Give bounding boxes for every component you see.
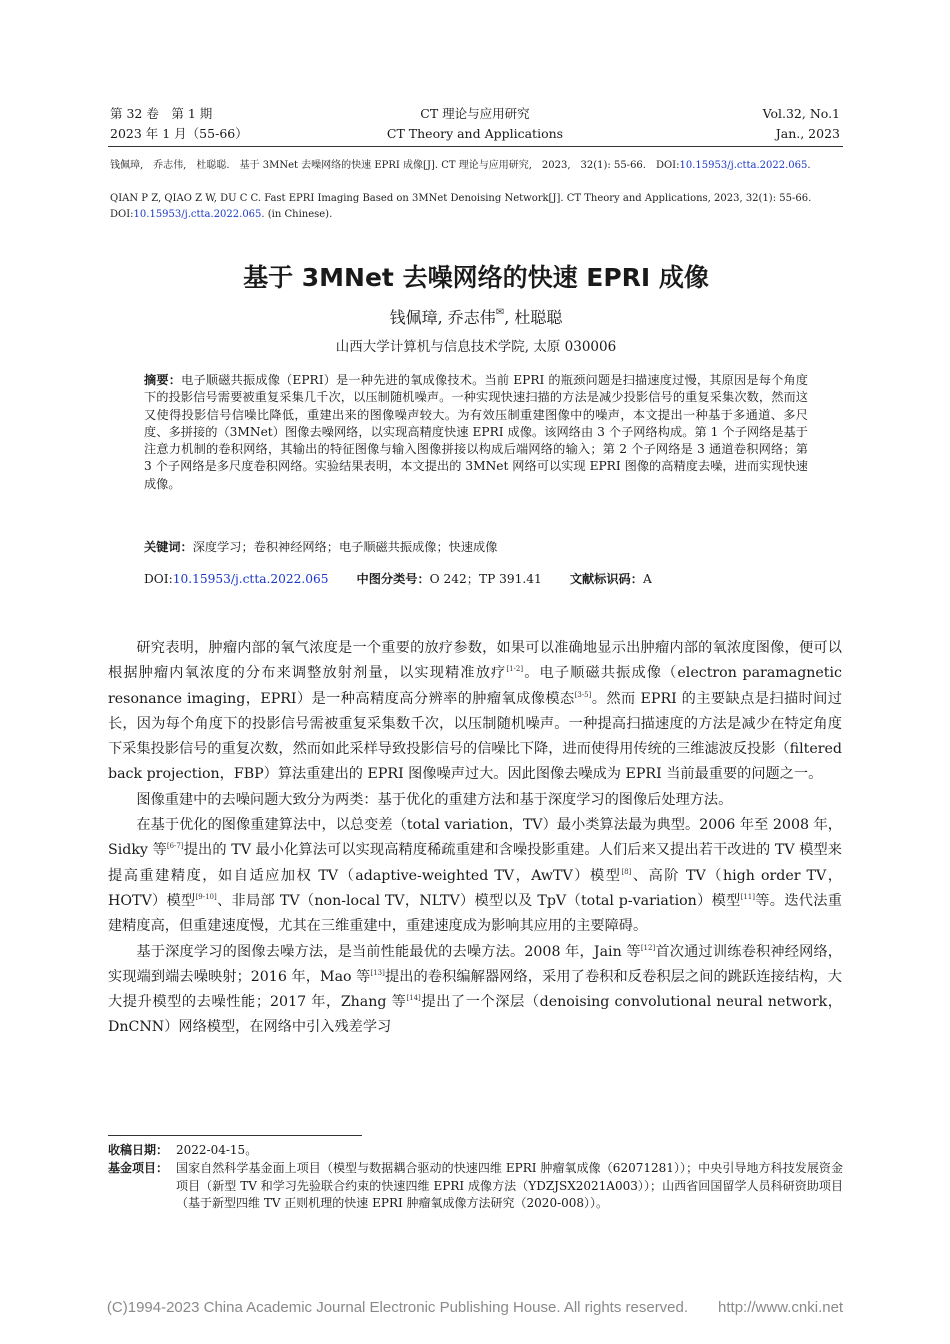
reference-marker[interactable]: [1-2] — [506, 665, 524, 674]
doi-link[interactable]: 10.15953/j.ctta.2022.065 — [172, 572, 329, 586]
affiliation: 山西大学计算机与信息技术学院, 太原 030006 — [335, 339, 617, 355]
paragraph: 图像重建中的去噪问题大致分为两类：基于优化的重建方法和基于深度学习的图像后处理方法。 — [136, 791, 733, 808]
doc-code-value: A — [642, 572, 652, 586]
reference-marker[interactable]: [13] — [370, 968, 385, 977]
abstract-text: 电子顺磁共振成像（EPRI）是一种先进的氧成像技术。当前 EPRI 的瓶颈问题是扫描速度过慢，其原因是每个角度下的投影信号需要被重复采集几千次，以压制随机噪声。一种实现快速扫描的方法是减少投影信号的重复采集次数，然而这又使得投影信号信噪比降低，重建出来的图像噪声较大。为有效压制重建图像中的噪声，本文提出一种基于多通道、多尺度、多拼接的（3MNet）图像去噪网络，以实现高精度快速 EPRI 成像。该网络由 3 个子网络构成。第 1 个子网络是基于注意力机制的卷积网络，其输出的特征图像与输入图像拼接以构成后端网络的输入；第 2 个子网络是 3 通道卷积网络；第 3 个子网络是多尺度卷积网络。实验结果表明，本文提出的 3MNet 网络可以实现 EPRI 图像的高精度去噪，进而实现快速成像。 — [144, 373, 808, 491]
footnotes — [108, 1142, 843, 1213]
keywords — [144, 538, 808, 556]
date-pages: 2023 年 1 月（55-66） — [110, 126, 248, 141]
keywords-text: 深度学习；卷积神经网络；电子顺磁共振成像；快速成像 — [192, 540, 498, 554]
reference-marker[interactable]: [8] — [621, 867, 632, 876]
article-meta: DOI:10.15953/j.ctta.2022.065 中图分类号：O 242；TP 391.41 文献标识码：A — [144, 572, 652, 586]
date-en: Jan., 2023 — [775, 126, 840, 141]
running-header-center — [300, 104, 650, 144]
journal-name-cn: CT 理论与应用研究 — [420, 106, 530, 121]
reference-marker[interactable]: [3-5] — [574, 690, 592, 699]
abstract — [144, 372, 808, 493]
citation-cn-doi-link[interactable]: 10.15953/j.ctta.2022.065 — [679, 160, 808, 171]
clc-label: 中图分类号： — [356, 572, 430, 586]
corresponding-author-mail-icon: ✉ — [495, 307, 505, 318]
citation-en-doi-link[interactable]: 10.15953/j.ctta.2022.065 — [133, 209, 262, 220]
reference-marker[interactable]: [14] — [406, 994, 421, 1003]
paper-title: 基于 3MNet 去噪网络的快速 EPRI 成像 — [243, 263, 709, 292]
paragraph: 研究表明，肿瘤内部的氧气浓度是一个重要的放疗参数，如果可以准确地显示出肿瘤内部的氧浓度图像，便可以根据肿瘤内氧浓度的分布来调整放射剂量，以实现精准放疗[1-2]。电子顺磁共振成像（electron paramagnetic resonance imaging，EPRI）是一种高精度高分辨率的肿瘤氧成像模态[3-5]。然而 EPRI 的主要缺点是扫描时间过长，因为每个角度下的投影信号需被重复采集数千次，以压制随机噪声。一种提高扫描速度的方法是减少在特定角度下采集投影信号的重复次数，然而如此采样导致投影信号的信噪比下降，进而使得用传统的三维滤波反投影（filtered back projection，FBP）算法重建出的 EPRI 图像噪声过大。因此图像去噪成为 EPRI 当前最重要的问题之一。 — [108, 640, 842, 783]
citation-cn: 钱佩璋, 乔志伟, 杜聪聪. 基于 3MNet 去噪网络的快速 EPRI 成像[J]. CT 理论与应用研究, 2023, 32(1): 55-66. DOI:10.15953/j.ctta.2022.065. — [110, 160, 811, 171]
received-date: 收稿日期： 2022-04-15。 — [108, 1143, 258, 1157]
paragraph: 在基于优化的图像重建算法中，以总变差（total variation，TV）最小类算法最为典型。2006 年至 2008 年，Sidky 等[6-7]提出的 TV 最小化算法可以实现高精度稀疏重建和含噪投影重建。人们后来又提出若干改进的 TV 模型来提高重建精度，如自适应加权 TV（adaptive-weighted TV，AwTV）模型[8]、高阶 TV（high order TV，HOTV）模型[9-10]、非局部 TV（non-local TV，NLTV）模型以及 TpV（total p-variation）模型[11]等。迭代法重建精度高，但重建速度慢，尤其在三维重建中，重建速度成为影响其应用的主要障碍。 — [108, 817, 842, 935]
paragraph: 基于深度学习的图像去噪方法，是当前性能最优的去噪方法。2008 年，Jain 等[12]首次通过训练卷积神经网络，实现端到端去噪映射；2016 年，Mao 等[13]提出的卷积编解器网络，采用了卷积和反卷积层之间的跳跃连接结构，大大提升模型的去噪性能；2017 年，Zhang 等[14]提出了一个深层（denoising convolutional neural network，DnCNN）网络模型，在网络中引入残差学习 — [108, 943, 842, 1036]
running-header-right — [763, 104, 840, 144]
header-rule — [108, 146, 843, 147]
footnote-rule — [108, 1135, 362, 1136]
reference-marker[interactable]: [11] — [740, 892, 755, 901]
reference-marker[interactable]: [9-10] — [195, 892, 217, 901]
running-header-left — [110, 104, 248, 144]
author-list: 钱佩璋, 乔志伟✉, 杜聪聪 — [389, 307, 563, 327]
citation-en: QIAN P Z, QIAO Z W, DU C C. Fast EPRI Imaging Based on 3MNet Denoising Network[J]. CT Theory and Applications, 2023, 32(1): 55-66. DOI:10.15953/j.ctta.2022.065. (in Chinese). — [110, 193, 812, 220]
keywords-label: 关键词： — [144, 540, 193, 554]
abstract-label: 摘要： — [144, 373, 182, 387]
volume-issue: 第 32 卷 第 1 期 — [110, 106, 213, 121]
funding: 基金项目： 国家自然科学基金面上项目（模型与数据耦合驱动的快速四维 EPRI 肿瘤氧成像（62071281））；中央引导地方科技发展资金项目（新型 TV 和学习先验联合约束的快速四维 EPRI 成像方法（YDZJSX2021A003））；山西省回国留学人员科研资助项目（基于新型四维 TV 正则机理的快速 EPRI 肿瘤氧成像方法研究（2020-008））。 — [108, 1160, 843, 1211]
clc-value: O 242；TP 391.41 — [429, 572, 542, 586]
journal-name-en: CT Theory and Applications — [386, 126, 564, 141]
volume-number-en: Vol.32, No.1 — [762, 106, 840, 121]
copyright-footer: (C)1994-2023 China Academic Journal Electronic Publishing House. All rights reserved. http://www.cnki.net — [106, 1299, 844, 1316]
reference-marker[interactable]: [6-7] — [166, 842, 184, 851]
body-text — [108, 636, 842, 1041]
reference-marker[interactable]: [12] — [640, 943, 656, 952]
doc-code-label: 文献标识码： — [569, 572, 643, 586]
